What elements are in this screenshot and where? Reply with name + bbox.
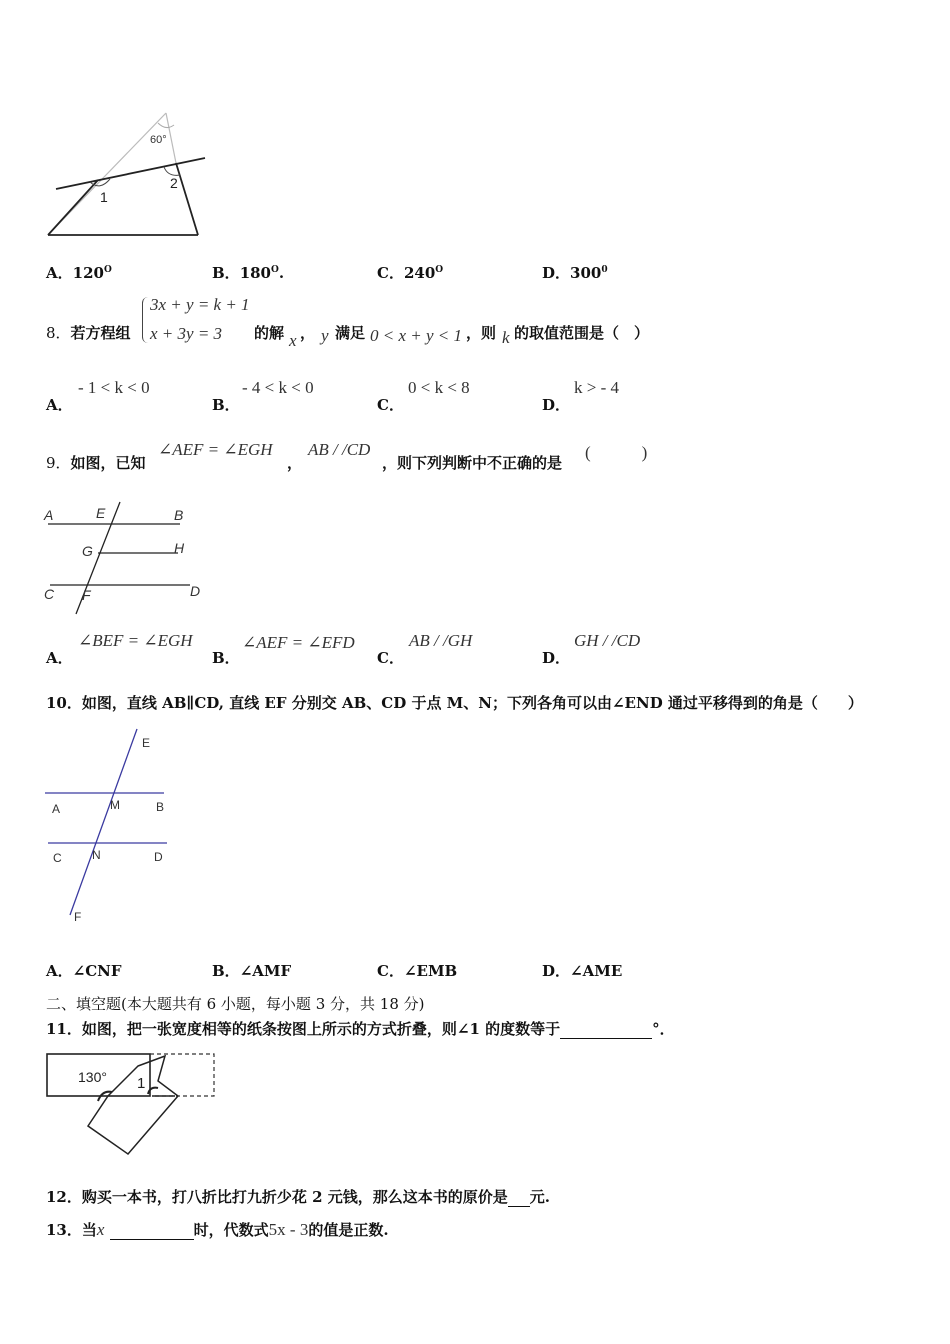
fig9-label-d: D [190, 583, 201, 599]
fig7-side-left [48, 180, 98, 235]
q9-comma: ， [287, 454, 303, 472]
option-letter: B． [212, 962, 240, 980]
q13-suffix: 的值是正数. [308, 1221, 389, 1239]
q9-option-a-expr: ∠BEF = ∠EGH [78, 631, 193, 650]
q9-option-d-letter: D． [542, 649, 571, 667]
q13-var-x: x [96, 1220, 105, 1239]
q13-expr: 5x - 3 [268, 1220, 309, 1239]
q8-eq2: x + 3y = 3 [150, 324, 223, 343]
fig9-label-a: A [44, 507, 54, 523]
q12-answer-blank[interactable] [508, 1192, 530, 1207]
q13-prefix: 13．当 [46, 1221, 97, 1239]
q8-option-a-letter: A． [46, 396, 73, 414]
q12-stem [46, 1186, 550, 1207]
q9-suffix: ，则下列判断中不正确的是 [382, 454, 563, 472]
q11-answer-blank[interactable] [560, 1024, 652, 1039]
q8-text-then: ，则 [466, 324, 497, 342]
fig7-label-2: 2 [170, 175, 178, 191]
q9-prefix: 如图，已知 [70, 454, 146, 472]
q8-text-solution: 的解 [254, 324, 285, 342]
option-superscript: O [103, 265, 112, 275]
q8-text-range: 的取值范围是（ ） [514, 324, 650, 342]
fig7-side-right [176, 163, 198, 235]
q9-given-2: AB / /CD [308, 440, 371, 459]
q8-option-c-expr: 0 < k < 8 [408, 378, 470, 397]
q13-answer-blank[interactable] [110, 1225, 194, 1240]
q8-condition: 0 < x + y < 1 [370, 326, 463, 345]
q11-figure [40, 1046, 225, 1161]
option-superscript: O [435, 265, 444, 275]
option-superscript: 0 [601, 265, 608, 275]
fig11-label-1: 1 [137, 1075, 146, 1092]
q8-var-k: k [502, 328, 510, 347]
section-header-fill-in: 二、填空题(本大题共有 6 小题，每小题 3 分，共 18 分) [46, 995, 425, 1013]
fig9-label-c: C [44, 586, 55, 602]
q10-figure [40, 725, 180, 925]
q7-option-c [377, 262, 443, 283]
fig11-angle-130: 130° [78, 1069, 107, 1085]
q8-prefix: 若方程组 [70, 324, 131, 342]
fig7-line-upper-right [166, 113, 176, 163]
fig7-angle-top: 60° [150, 134, 167, 146]
fig9-label-e: E [96, 505, 106, 521]
q11-stem [46, 1018, 675, 1039]
fig9-label-b: B [174, 507, 184, 523]
q8-comma: ， [300, 324, 316, 342]
q9-option-c-expr: AB / /GH [409, 631, 473, 650]
q8-option-b-expr: - 4 < k < 0 [242, 378, 314, 397]
question-number: 9． [46, 454, 71, 472]
option-value: 120 [72, 264, 104, 282]
q13-stem [46, 1219, 389, 1240]
q9-paren: ( ) [585, 443, 648, 462]
q8-stem [46, 322, 131, 343]
q8-option-a-expr: - 1 < k < 0 [78, 378, 150, 397]
fig10-label-c: C [53, 851, 62, 865]
q8-eq1: 3x + y = k + 1 [150, 295, 250, 314]
q13-mid: 时，代数式 [193, 1221, 269, 1239]
q7-option-a [46, 262, 112, 283]
option-value: 300 [570, 264, 602, 282]
fig9-label-h: H [174, 540, 185, 556]
q8-option-b-letter: B． [212, 396, 240, 414]
option-letter: B． [212, 264, 240, 282]
q9-option-a-letter: A． [46, 649, 73, 667]
q10-option-b [212, 960, 291, 981]
option-expr: ∠CNF [72, 962, 122, 980]
q10-option-d [542, 960, 622, 981]
fig7-arc-top [158, 123, 174, 128]
option-letter: D． [542, 962, 571, 980]
option-expr: ∠EMB [403, 962, 458, 980]
option-letter: D． [542, 264, 571, 282]
fig10-label-m: M [110, 798, 120, 812]
option-value: 240 [403, 264, 436, 282]
fig9-label-g: G [82, 543, 93, 559]
q10-stem: 10．如图，直线 AB∥CD, 直线 EF 分别交 AB、CD 于点 M、N；下列各角可以由∠END 通过平移得到的角是（ ） [46, 694, 863, 712]
q12-suffix: 元. [529, 1188, 550, 1206]
q8-option-d-letter: D． [542, 396, 571, 414]
q10-option-c [377, 960, 457, 981]
q9-option-c-letter: C． [377, 649, 404, 667]
q9-given-1: ∠AEF = ∠EGH [158, 440, 273, 459]
q7-option-d [542, 262, 608, 283]
q7-figure [40, 105, 215, 240]
fig10-label-e: E [142, 736, 151, 750]
q9-option-d-expr: GH / /CD [574, 631, 641, 650]
fig10-label-b: B [156, 800, 165, 814]
q11-suffix: °． [652, 1020, 675, 1038]
question-number: 8． [46, 324, 71, 342]
fig10-label-n: N [92, 848, 101, 862]
option-superscript: O [271, 265, 279, 275]
option-letter: C． [377, 962, 404, 980]
q12-text: 12．购买一本书，打八折比打九折少花 2 元钱，那么这本书的原价是 [46, 1188, 508, 1206]
q10-option-a [46, 960, 122, 981]
q8-var-y: y [321, 326, 329, 345]
q7-option-b [212, 262, 284, 283]
q8-var-x: x [289, 331, 297, 350]
q9-figure [40, 498, 210, 616]
fig10-label-f: F [74, 910, 82, 924]
q8-text-satisfy: 满足 [335, 324, 366, 342]
option-tail: . [278, 264, 285, 282]
fig10-label-a: A [52, 802, 61, 816]
option-expr: ∠AME [570, 962, 623, 980]
q8-option-d-expr: k > - 4 [574, 378, 619, 397]
option-letter: A． [46, 962, 73, 980]
fig10-line-ef [70, 729, 137, 915]
fig10-label-d: D [154, 850, 163, 864]
q9-option-b-expr: ∠AEF = ∠EFD [242, 633, 355, 652]
fig9-label-f: F [82, 587, 91, 603]
fig7-label-1: 1 [100, 189, 108, 205]
q11-text: 11．如图，把一张宽度相等的纸条按图上所示的方式折叠，则∠1 的度数等于 [46, 1020, 561, 1038]
q9-stem [46, 452, 146, 473]
q9-option-b-letter: B． [212, 649, 240, 667]
option-letter: C． [377, 264, 404, 282]
option-value: 180 [239, 264, 271, 282]
option-letter: A． [46, 264, 73, 282]
option-expr: ∠AMF [239, 962, 292, 980]
q8-option-c-letter: C． [377, 396, 404, 414]
